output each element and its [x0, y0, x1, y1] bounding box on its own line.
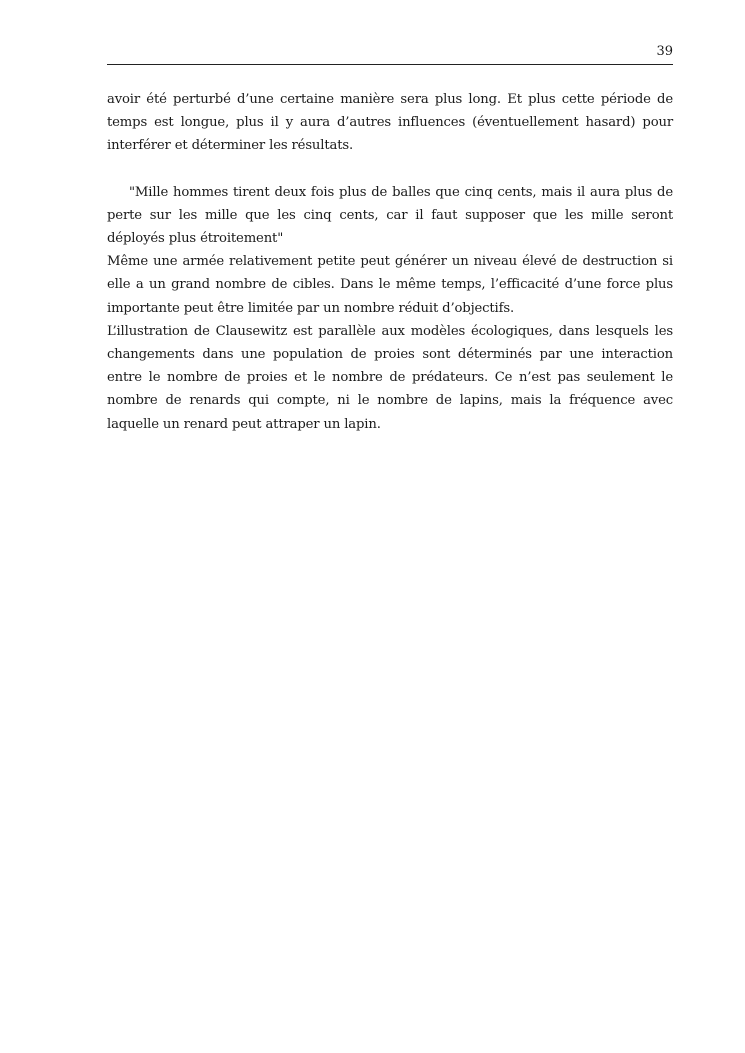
page-header: [107, 44, 673, 65]
paragraph-ecological-models: L’illustration de Clausewitz est parallèle aux modèles écologiques, dans lesquels les changements dans une population de proies sont déterminés par une interaction entre le nombre de proies et le nombre de prédateurs. Ce n’est pas seulement le nombre de renards qui compte, ni le nombre de lapins, mais la fréquence avec laquelle un renard peut attraper un lapin.: [107, 323, 673, 432]
paragraph-army-destruction: Même une armée relativement petite peut générer un niveau élevé de destruction si elle a un grand nombre de cibles. Dans le même temps, l’efficacité d’une force plus importante peut être limitée par un nombre réduit d’objectifs.: [107, 254, 673, 316]
paragraph-continuation: avoir été perturbé d’une certaine manière sera plus long. Et plus cette période de temps est longue, plus il y aura d’autres influences (éventuellement hasard) pour interférer et déterminer les résultats.: [107, 92, 673, 154]
page-body: [107, 88, 673, 436]
clausewitz-quote: "Mille hommes tirent deux fois plus de balles que cinq cents, mais il aura plus de perte sur les mille que les cinq cents, car il faut supposer que les mille seront déployés plus étroitement": [107, 184, 673, 247]
page-number: 39: [656, 44, 673, 59]
